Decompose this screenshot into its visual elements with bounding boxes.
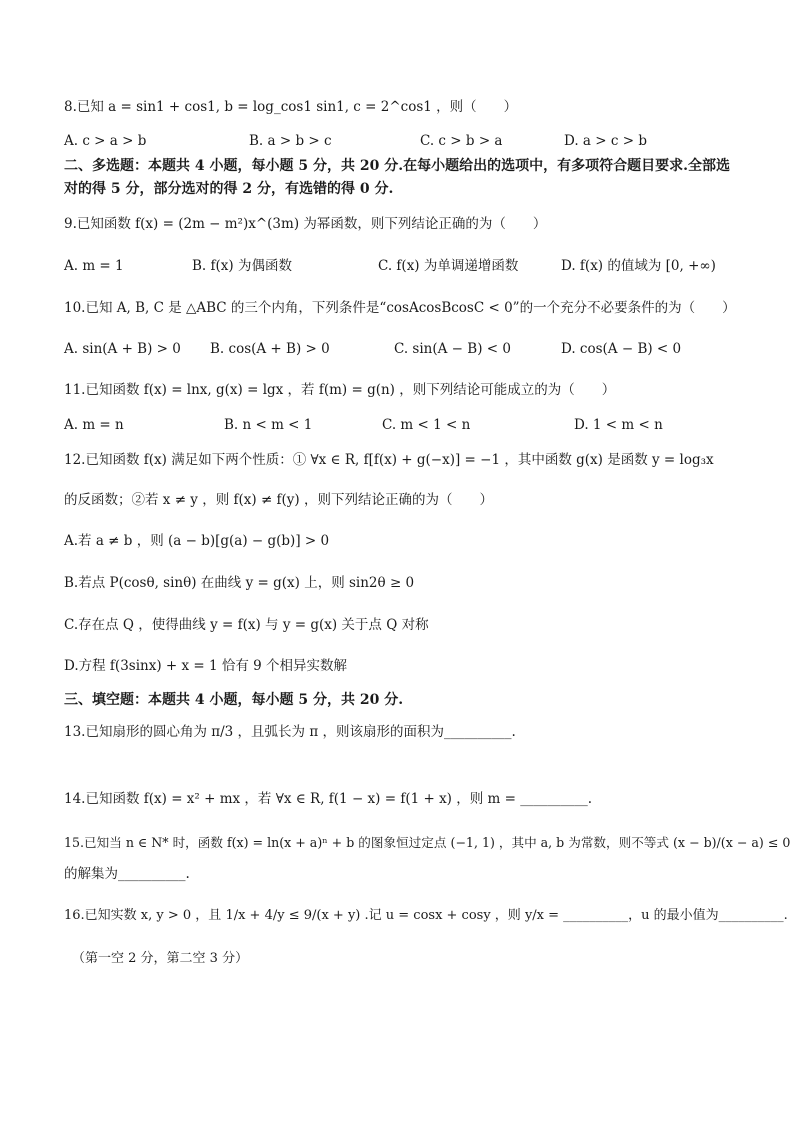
question-16-stem: 16.已知实数 x, y > 0 ，且 1/x + 4/y ≤ 9/(x + y) .记 u = cosx + cosy ，则 y/x = __________，u 的最小值为__________. [64, 908, 788, 923]
q9-option-c: C. f(x) 为单调递增函数 [378, 258, 519, 274]
q11-option-c: C. m < 1 < n [382, 417, 471, 433]
question-10-stem: 10.已知 A, B, C 是 △ABC 的三个内角，下列条件是“cosAcosBcosC < 0”的一个充分不必要条件的为（ ） [64, 300, 736, 316]
question-15-stem-line2: 的解集为__________. [64, 866, 190, 882]
q11-option-d: D. 1 < m < n [574, 417, 663, 433]
q12-option-d: D.方程 f(3sinx) + x = 1 恰有 9 个相异实数解 [64, 658, 348, 674]
section-2-title: 二、多选题：本题共 4 小题，每小题 5 分，共 20 分.在每小题给出的选项中，有多项符合题目要求.全部选对的得 5 分，部分选对的得 2 分，有选错的得 0 分. [64, 158, 730, 197]
question-12-stem-line2: 的反函数；②若 x ≠ y ，则 f(x) ≠ f(y) ，则下列结论正确的为（ ） [64, 492, 493, 508]
q12-option-c: C.存在点 Q ，使得曲线 y = f(x) 与 y = g(x) 关于点 Q 对称 [64, 617, 429, 633]
q8-option-b: B. a > b > c [249, 133, 332, 149]
q11-option-a: A. m = n [64, 417, 124, 433]
question-13-stem: 13.已知扇形的圆心角为 π/3 ，且弧长为 π ，则该扇形的面积为__________. [64, 724, 516, 740]
q8-option-a: A. c > a > b [64, 133, 147, 149]
question-15-stem-line1: 15.已知当 n ∈ N* 时，函数 f(x) = ln(x + a)ⁿ + b 的图象恒过定点 (−1, 1) ，其中 a, b 为常数，则不等式 (x − b)/(x − a) ≤ 0 [64, 835, 791, 850]
q9-option-d: D. f(x) 的值域为 [0, +∞) [561, 258, 716, 274]
q9-option-a: A. m = 1 [64, 258, 124, 274]
q9-option-b: B. f(x) 为偶函数 [192, 258, 292, 274]
q10-option-a: A. sin(A + B) > 0 [64, 341, 181, 357]
q10-option-d: D. cos(A − B) < 0 [561, 341, 682, 357]
q12-option-a: A.若 a ≠ b ，则 (a − b)[g(a) − g(b)] > 0 [64, 533, 330, 549]
section-3-title: 三、填空题：本题共 4 小题，每小题 5 分，共 20 分. [64, 692, 404, 708]
question-14-stem: 14.已知函数 f(x) = x² + mx ，若 ∀x ∈ R, f(1 − x) = f(1 + x) ，则 m = __________. [64, 791, 593, 807]
question-11-stem: 11.已知函数 f(x) = lnx, g(x) = lgx ，若 f(m) = g(n) ，则下列结论可能成立的为（ ） [64, 382, 616, 398]
q11-option-b: B. n < m < 1 [224, 417, 313, 433]
q12-option-b: B.若点 P(cosθ, sinθ) 在曲线 y = g(x) 上，则 sin2θ ≥ 0 [64, 575, 415, 591]
question-12-stem-line1: 12.已知函数 f(x) 满足如下两个性质：① ∀x ∈ R, f[f(x) + g(−x)] = −1 ，其中函数 g(x) 是函数 y = log₃x [64, 452, 714, 468]
question-9-stem: 9.已知函数 f(x) = (2m − m²)x^(3m) 为幂函数，则下列结论正确的为（ ） [64, 216, 547, 232]
question-8-stem: 8.已知 a = sin1 + cos1, b = log_cos1 sin1, c = 2^cos1 ，则（ ） [64, 99, 518, 115]
q10-option-c: C. sin(A − B) < 0 [394, 341, 511, 357]
q10-option-b: B. cos(A + B) > 0 [210, 341, 330, 357]
q8-option-d: D. a > c > b [564, 133, 647, 149]
question-16-note: （第一空 2 分，第二空 3 分） [72, 951, 249, 966]
q8-option-c: C. c > b > a [420, 133, 503, 149]
